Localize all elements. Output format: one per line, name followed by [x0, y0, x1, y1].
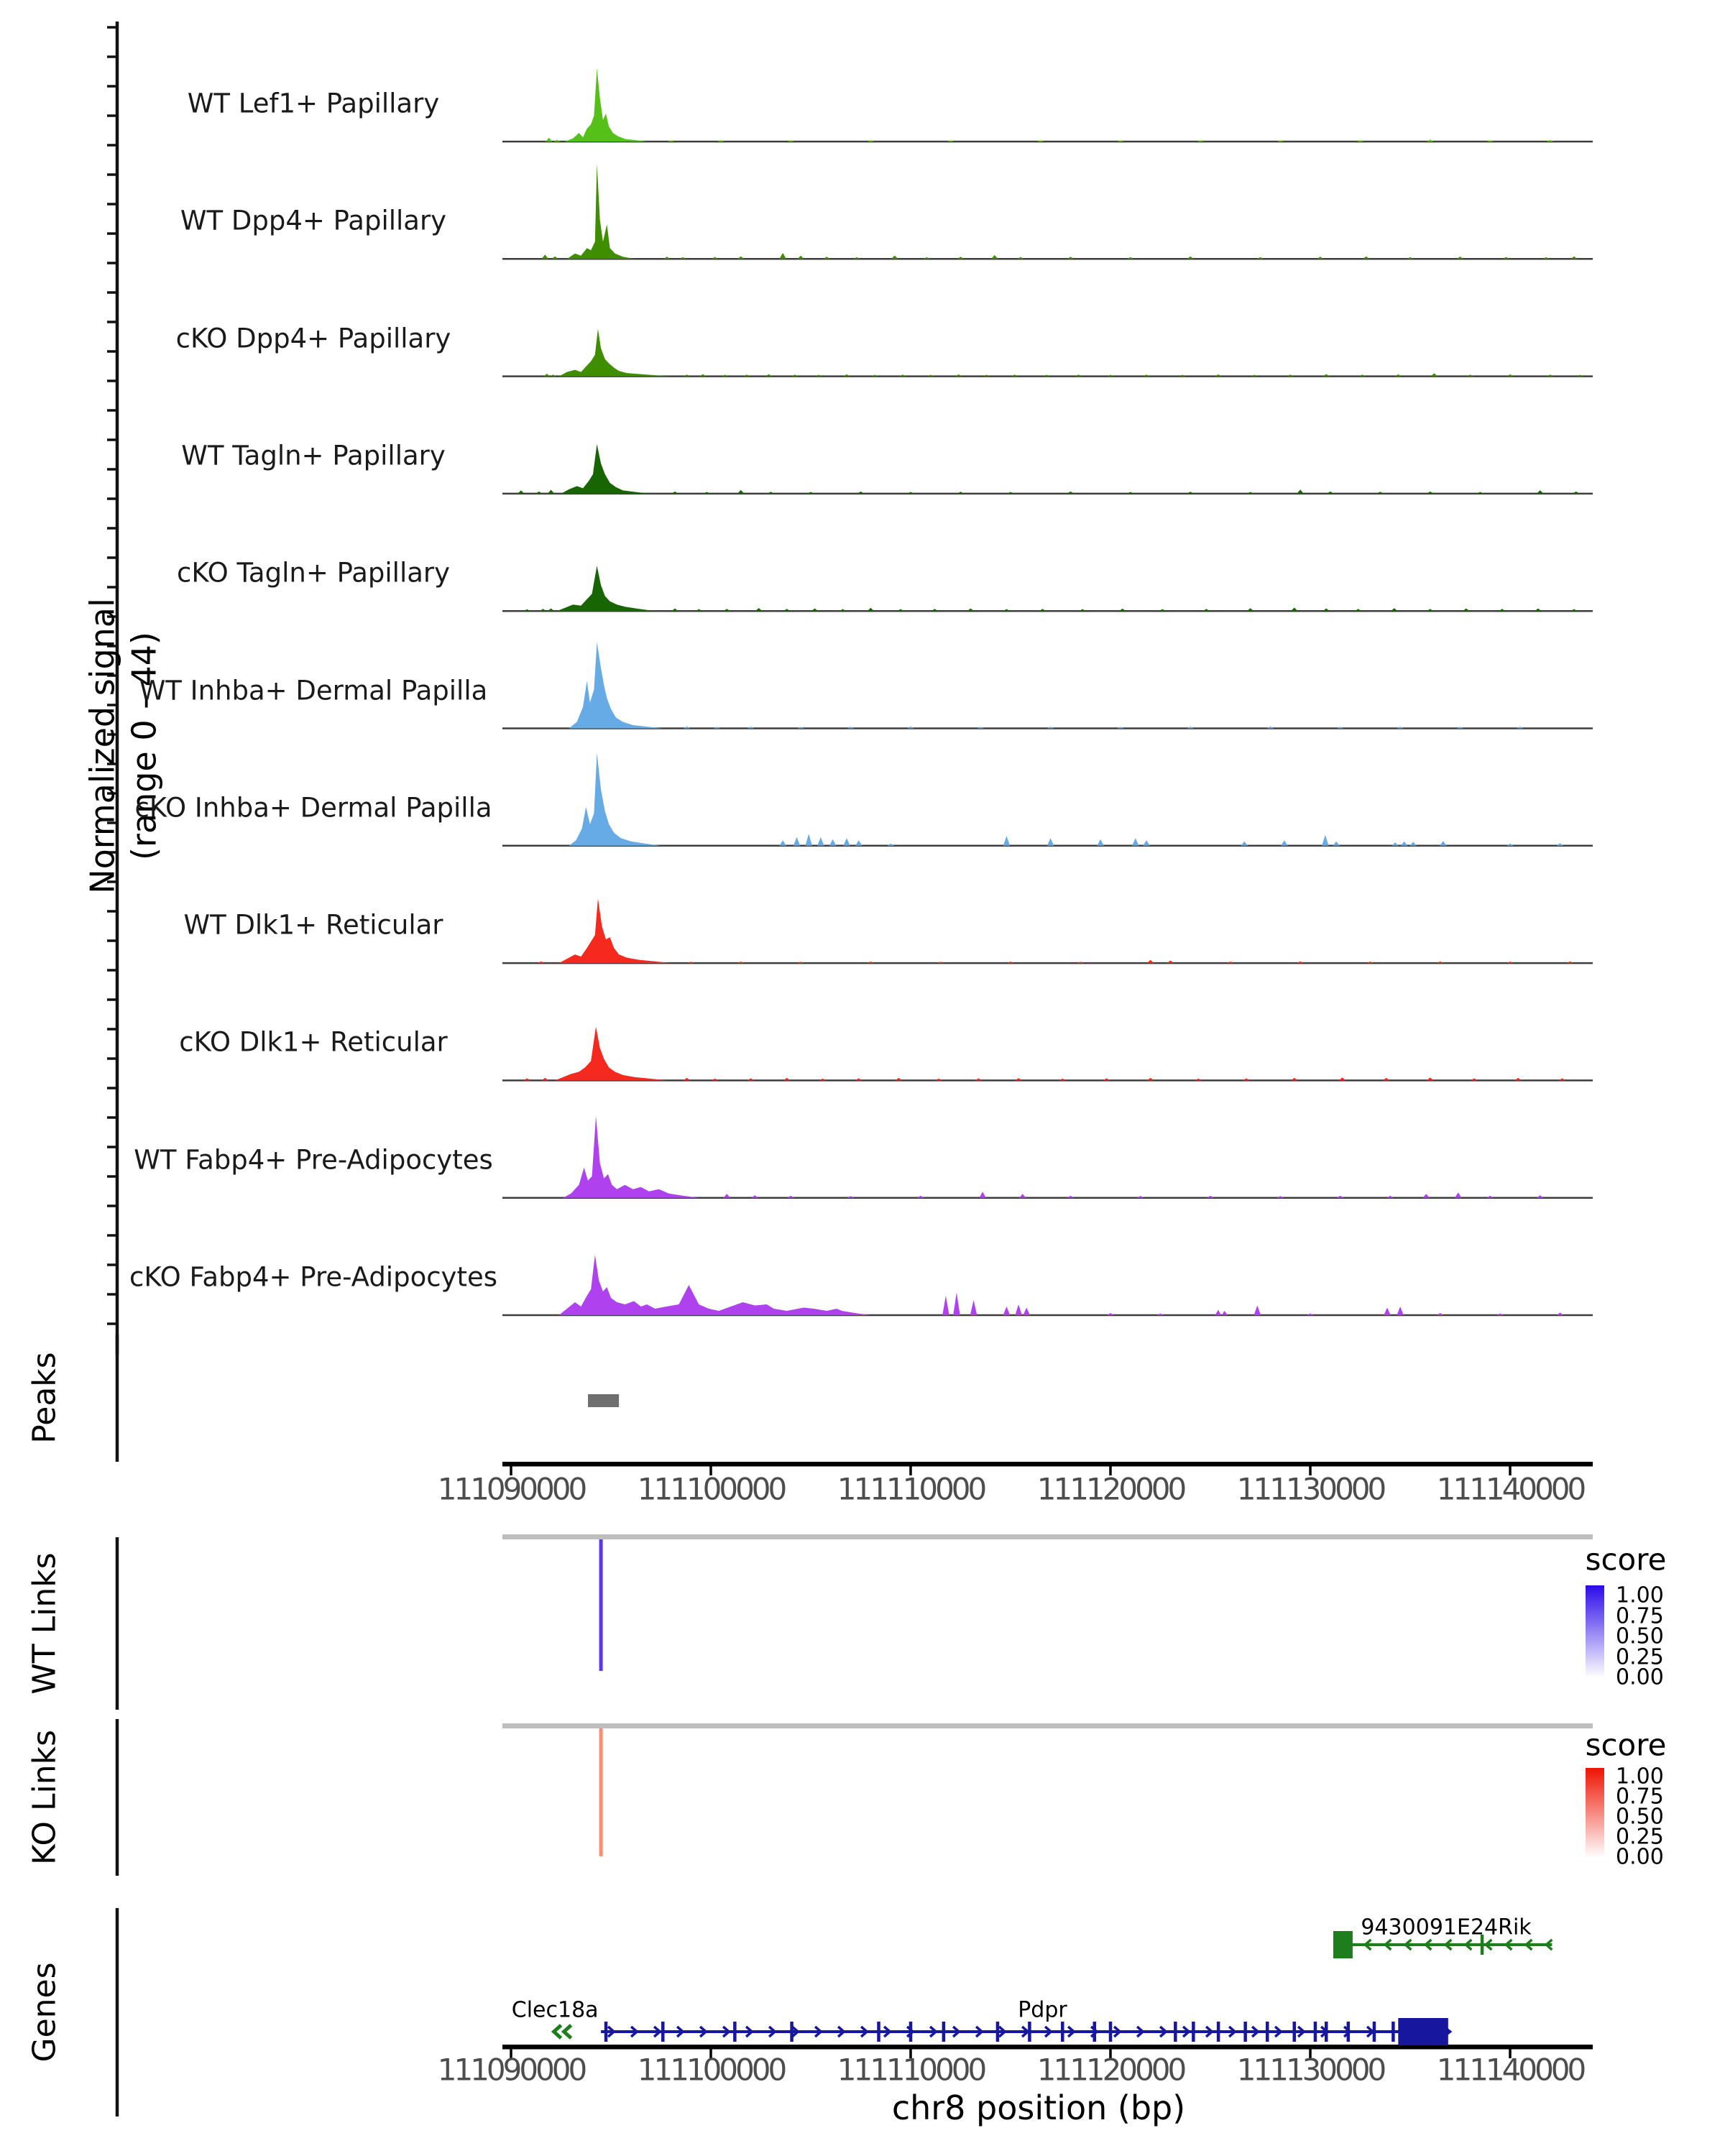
x-tick-label-bottom: 111140000: [1436, 2052, 1584, 2088]
gene-label: Pdpr: [1018, 1997, 1067, 2023]
x-tick-label-bottom: 111110000: [837, 2052, 985, 2088]
signal-track-label: cKO Fabp4+ Pre-Adipocytes: [129, 1261, 498, 1293]
section-label-wt-links: WT Links: [26, 1552, 63, 1695]
x-tick-label-bottom: 111130000: [1236, 2052, 1384, 2088]
legend-ko-tick: 0.25: [1616, 1824, 1664, 1850]
x-tick-label-bottom: 111090000: [437, 2052, 585, 2088]
signal-track-label: cKO Inhba+ Dermal Papilla: [134, 792, 492, 824]
gene-label: 9430091E24Rik: [1361, 1915, 1532, 1940]
x-tick-label-top: 111110000: [837, 1471, 985, 1507]
legend-ko-tick: 1.00: [1616, 1764, 1664, 1789]
x-axis-title: chr8 position (bp): [891, 2088, 1186, 2127]
section-label-ko-links: KO Links: [26, 1729, 63, 1866]
gene-label: Clec18a: [511, 1997, 599, 2023]
y-axis-label: [83, 598, 165, 894]
legend-wt-colorbar: [1586, 1585, 1604, 1677]
y-axis-label-line2: (range 0 - 44): [124, 632, 163, 860]
x-tick-label-top: 111140000: [1436, 1471, 1584, 1507]
x-tick-label-top: 111100000: [637, 1471, 785, 1507]
legend-wt-tick: 1.00: [1616, 1583, 1664, 1608]
legend-wt-title: score: [1585, 1542, 1667, 1577]
signal-track-label: WT Inhba+ Dermal Papilla: [139, 675, 488, 706]
legend-ko-tick: 0.00: [1616, 1844, 1664, 1870]
signal-track-label: cKO Dlk1+ Reticular: [179, 1026, 448, 1058]
signal-track-label: WT Dlk1+ Reticular: [183, 909, 443, 941]
signal-track-label: cKO Dpp4+ Papillary: [175, 323, 451, 354]
x-tick-label-top: 111130000: [1236, 1471, 1384, 1507]
y-axis-label-line1: Normalized signal: [83, 598, 122, 894]
legend-wt-tick: 0.75: [1616, 1603, 1664, 1628]
legend-ko-tick: 0.50: [1616, 1804, 1664, 1830]
signal-track-label: WT Tagln+ Papillary: [181, 440, 446, 471]
signal-track-label: WT Lef1+ Papillary: [187, 88, 440, 119]
signal-track-label: cKO Tagln+ Papillary: [176, 557, 451, 589]
x-tick-label-bottom: 111100000: [637, 2052, 785, 2088]
x-tick-label-bottom: 111120000: [1036, 2052, 1184, 2088]
signal-track-label: WT Fabp4+ Pre-Adipocytes: [134, 1144, 493, 1176]
legend-ko-colorbar: [1586, 1768, 1604, 1858]
legend-wt-tick: 0.50: [1616, 1623, 1664, 1649]
legend-ko-title: score: [1585, 1727, 1667, 1763]
legend-wt-tick: 0.00: [1616, 1664, 1664, 1690]
x-tick-label-top: 111090000: [437, 1471, 585, 1507]
signal-track-label: WT Dpp4+ Papillary: [180, 205, 447, 236]
section-label-peaks: Peaks: [26, 1352, 63, 1444]
legend-ko-tick: 0.75: [1616, 1784, 1664, 1810]
section-label-genes: Genes: [26, 1962, 63, 2063]
x-tick-label-top: 111120000: [1036, 1471, 1184, 1507]
legend-wt-tick: 0.25: [1616, 1644, 1664, 1669]
